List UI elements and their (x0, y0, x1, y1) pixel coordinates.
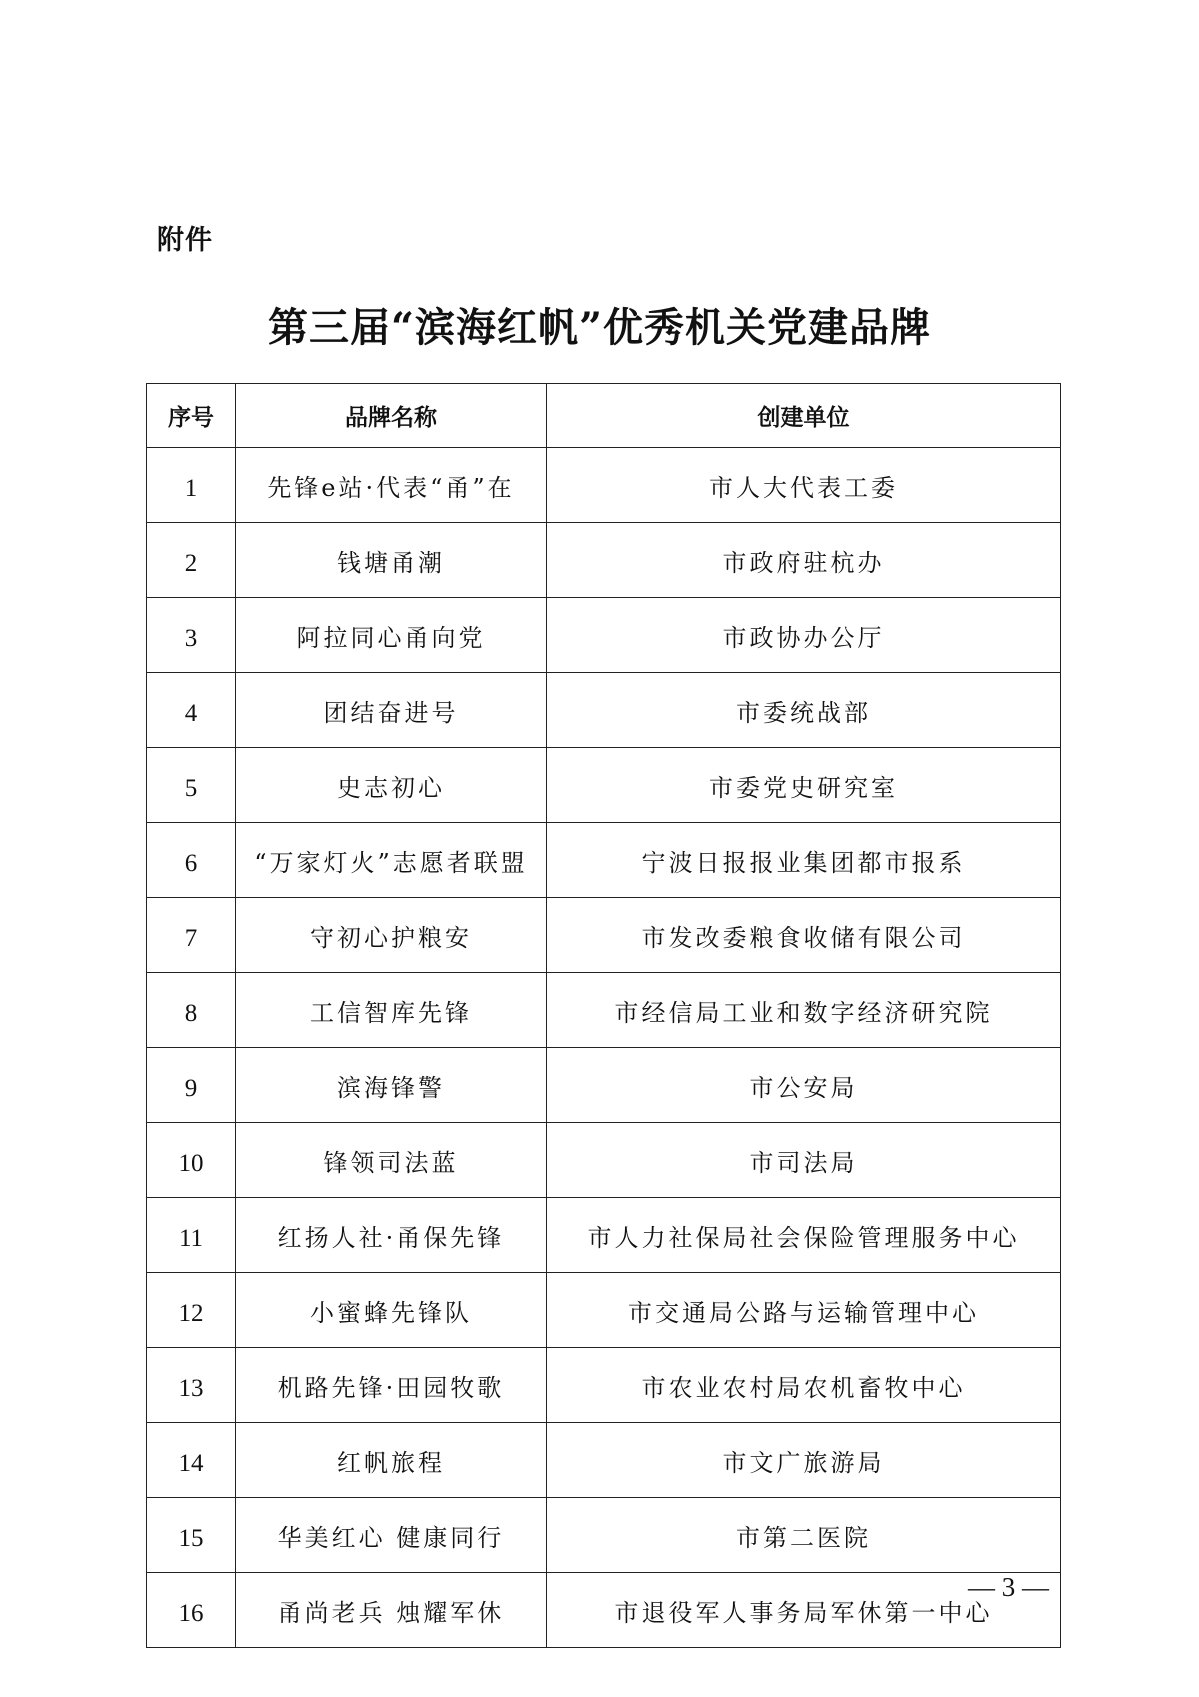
creating-unit-cell: 市退役军人事务局军休第一中心 (547, 1573, 1061, 1648)
brand-name-cell: 红扬人社·甬保先锋 (236, 1198, 547, 1273)
table-row (147, 1048, 1061, 1123)
table-row (147, 1498, 1061, 1573)
creating-unit-cell: 市第二医院 (547, 1498, 1061, 1573)
row-number-cell: 11 (147, 1198, 236, 1273)
row-number-cell: 5 (147, 748, 236, 823)
brand-name-cell: 滨海锋警 (236, 1048, 547, 1123)
row-number-cell: 2 (147, 523, 236, 598)
table-row (147, 1423, 1061, 1498)
table-row (147, 1348, 1061, 1423)
row-number-cell: 12 (147, 1273, 236, 1348)
table-row (147, 523, 1061, 598)
row-number-cell: 7 (147, 898, 236, 973)
row-number-cell: 8 (147, 973, 236, 1048)
row-number-cell: 6 (147, 823, 236, 898)
creating-unit-cell: 市人大代表工委 (547, 448, 1061, 523)
brand-name-cell: “万家灯火”志愿者联盟 (236, 823, 547, 898)
brand-name-cell: 阿拉同心甬向党 (236, 598, 547, 673)
column-header-unit: 创建单位 (547, 384, 1061, 448)
creating-unit-cell: 市司法局 (547, 1123, 1061, 1198)
row-number-cell: 10 (147, 1123, 236, 1198)
brand-name-cell: 先锋e站·代表“甬”在 (236, 448, 547, 523)
creating-unit-cell: 市政府驻杭办 (547, 523, 1061, 598)
creating-unit-cell: 市政协办公厅 (547, 598, 1061, 673)
brand-name-cell: 守初心护粮安 (236, 898, 547, 973)
brand-name-cell: 红帆旅程 (236, 1423, 547, 1498)
table-row (147, 598, 1061, 673)
creating-unit-cell: 市交通局公路与运输管理中心 (547, 1273, 1061, 1348)
table-row (147, 1198, 1061, 1273)
creating-unit-cell: 市人力社保局社会保险管理服务中心 (547, 1198, 1061, 1273)
row-number-cell: 3 (147, 598, 236, 673)
brand-name-cell: 锋领司法蓝 (236, 1123, 547, 1198)
table-row (147, 1573, 1061, 1648)
creating-unit-cell: 市文广旅游局 (547, 1423, 1061, 1498)
creating-unit-cell: 市发改委粮食收储有限公司 (547, 898, 1061, 973)
creating-unit-cell: 宁波日报报业集团都市报系 (547, 823, 1061, 898)
table-row (147, 823, 1061, 898)
row-number-cell: 13 (147, 1348, 236, 1423)
column-header-brand: 品牌名称 (236, 384, 547, 448)
table-row (147, 748, 1061, 823)
brand-name-cell: 甬尚老兵 烛耀军休 (236, 1573, 547, 1648)
attachment-label: 附件 (157, 225, 213, 256)
page-number: — 3 — (968, 1572, 1049, 1602)
brand-name-cell: 机路先锋·田园牧歌 (236, 1348, 547, 1423)
table-row (147, 673, 1061, 748)
table-row (147, 1273, 1061, 1348)
table-header-row (147, 384, 1061, 448)
row-number-cell: 15 (147, 1498, 236, 1573)
page-title: 第三届“滨海红帆”优秀机关党建品牌 (267, 304, 931, 351)
creating-unit-cell: 市委党史研究室 (547, 748, 1061, 823)
table-row (147, 898, 1061, 973)
brand-name-cell: 华美红心 健康同行 (236, 1498, 547, 1573)
row-number-cell: 14 (147, 1423, 236, 1498)
creating-unit-cell: 市经信局工业和数字经济研究院 (547, 973, 1061, 1048)
creating-unit-cell: 市公安局 (547, 1048, 1061, 1123)
table-row (147, 1123, 1061, 1198)
row-number-cell: 16 (147, 1573, 236, 1648)
creating-unit-cell: 市委统战部 (547, 673, 1061, 748)
row-number-cell: 9 (147, 1048, 236, 1123)
brand-name-cell: 钱塘甬潮 (236, 523, 547, 598)
brand-table (146, 383, 1061, 1648)
brand-name-cell: 团结奋进号 (236, 673, 547, 748)
brand-name-cell: 史志初心 (236, 748, 547, 823)
brand-name-cell: 小蜜蜂先锋队 (236, 1273, 547, 1348)
row-number-cell: 4 (147, 673, 236, 748)
row-number-cell: 1 (147, 448, 236, 523)
table-row (147, 448, 1061, 523)
table-row (147, 973, 1061, 1048)
column-header-no: 序号 (147, 384, 236, 448)
creating-unit-cell: 市农业农村局农机畜牧中心 (547, 1348, 1061, 1423)
brand-name-cell: 工信智库先锋 (236, 973, 547, 1048)
